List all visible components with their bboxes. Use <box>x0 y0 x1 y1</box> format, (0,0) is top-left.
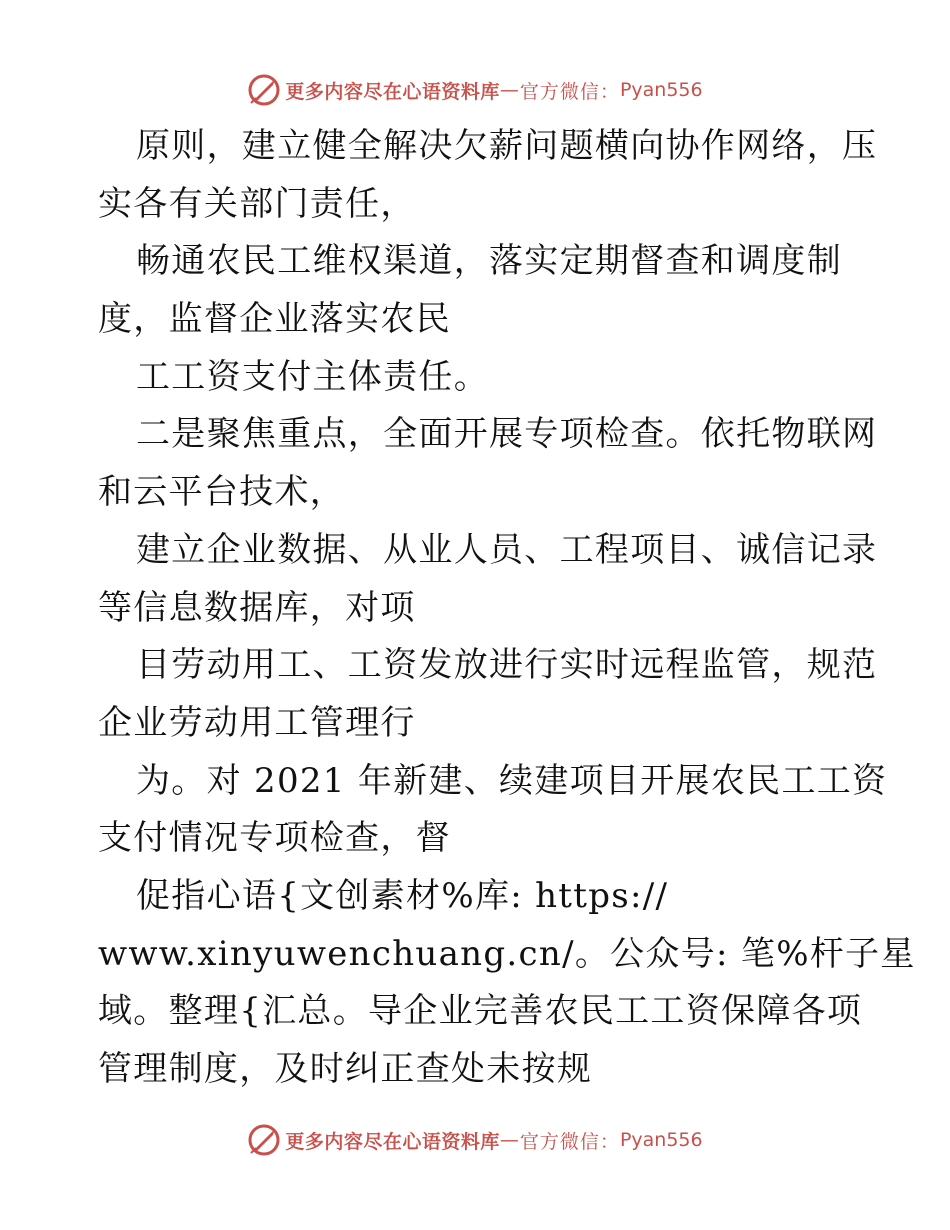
text-line: 等信息数据库，对项 <box>98 587 416 628</box>
banner-main-text: 更多内容尽在心语资料库 <box>285 80 500 103</box>
text-line: 域。整理{汇总。导企业完善农民工工资保障各项 <box>98 991 863 1032</box>
text-line: 促指心语{文创素材%库: https:// <box>136 875 669 916</box>
text-line: 建立企业数据、从业人员、工程项目、诚信记录 <box>136 529 878 570</box>
text-line: 为。对 2021 年新建、续建项目开展农民工工资 <box>136 760 888 801</box>
banner-separator: — <box>499 1129 520 1151</box>
text-line: 二是聚焦重点，全面开展专项检查。依托物联网 <box>136 414 878 455</box>
text-line: 管理制度，及时纠正查处未按规 <box>98 1049 593 1089</box>
document-body <box>98 118 916 1099</box>
banner-wechat-id: Pyan556 <box>619 1129 703 1151</box>
quill-pen-logo-icon <box>247 1123 281 1157</box>
banner-main-text: 更多内容尽在心语资料库 <box>285 1130 500 1153</box>
text-line: 畅通农民工维权渠道，落实定期督查和调度制 <box>136 241 842 282</box>
text-line: 目劳动用工、工资发放进行实时远程监管，规范 <box>136 645 878 686</box>
quill-pen-logo-icon <box>247 73 281 107</box>
text-line: 实各有关部门责任， <box>98 183 416 224</box>
text-line: 支付情况专项检查，督 <box>98 818 451 859</box>
text-line: www.xinyuwenchuang.cn/。公众号: 笔%杆子星 <box>98 933 916 974</box>
text-line: 度，监督企业落实农民 <box>98 299 451 340</box>
banner-wechat-id: Pyan556 <box>619 79 703 101</box>
text-line: 工工资支付主体责任。 <box>136 356 489 397</box>
footer-banner <box>0 1120 950 1160</box>
banner-wechat-label: 官方微信： <box>519 80 620 103</box>
banner-separator: — <box>499 79 520 101</box>
text-line: 原则，建立健全解决欠薪问题横向协作网络，压 <box>136 126 878 166</box>
text-line: 企业劳动用工管理行 <box>98 702 416 743</box>
text-line: 和云平台技术， <box>98 472 346 513</box>
header-banner <box>0 70 950 110</box>
banner-wechat-label: 官方微信： <box>519 1130 620 1153</box>
